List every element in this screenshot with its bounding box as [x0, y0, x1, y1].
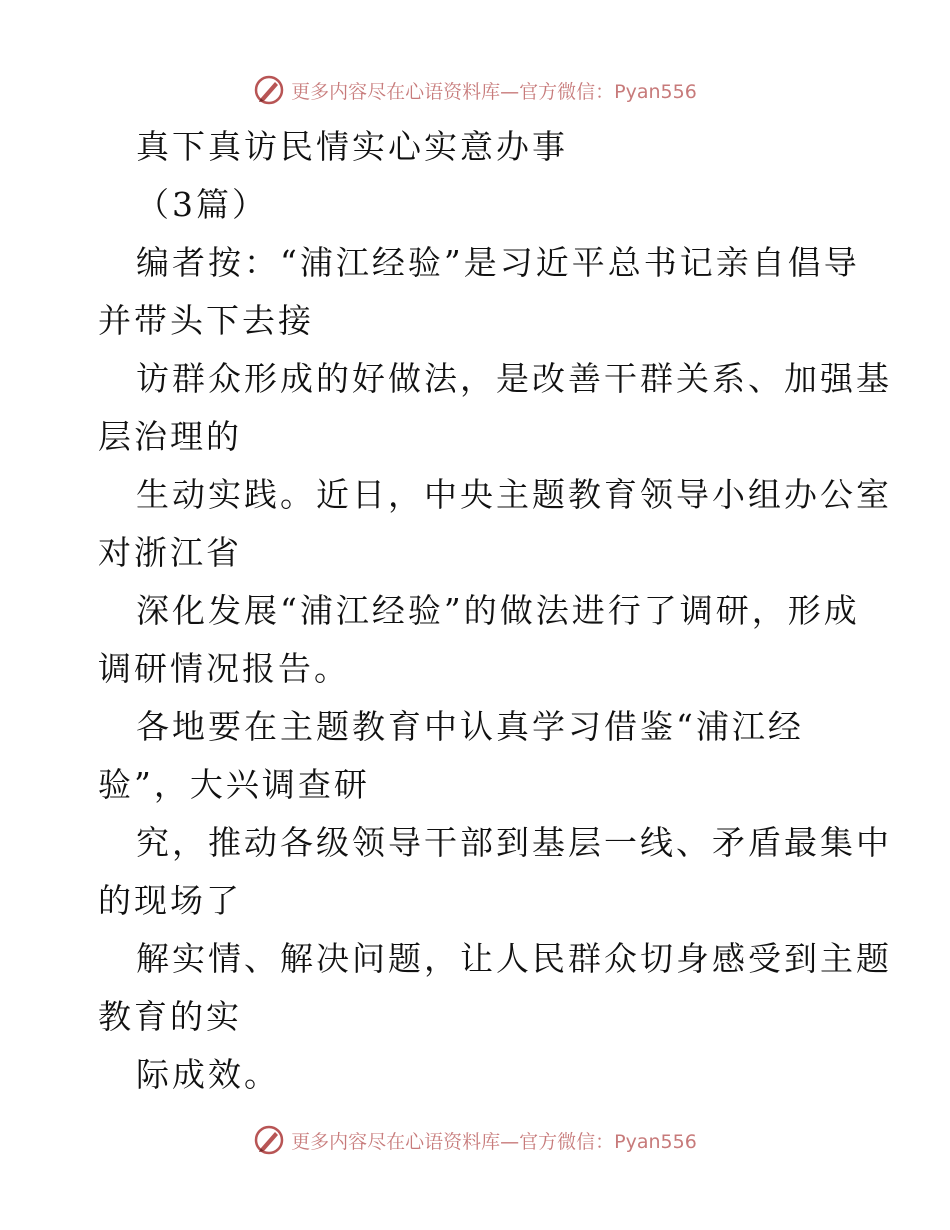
document-subtitle: （3篇）	[136, 185, 268, 224]
pen-logo-icon	[253, 74, 285, 106]
text-line: 验”，大兴调查研	[98, 765, 370, 804]
text-line: 对浙江省	[98, 533, 242, 572]
document-title: 真下真访民情实心实意办事	[136, 127, 568, 166]
text-line: 层治理的	[98, 417, 242, 456]
text-line: 访群众形成的好做法，是改善干群关系、加强基	[136, 359, 892, 398]
text-line: 深化发展“浦江经验”的做法进行了调研，形成	[136, 591, 860, 630]
document-body	[98, 118, 892, 1104]
text-line: 生动实践。近日，中央主题教育领导小组办公室	[136, 475, 892, 514]
banner-text: 更多内容尽在心语资料库—官方微信：Pyan556	[291, 1130, 697, 1153]
text-line: 调研情况报告。	[98, 649, 350, 688]
text-line: 各地要在主题教育中认真学习借鉴“浦江经	[136, 707, 804, 746]
text-line: 的现场了	[98, 881, 242, 920]
text-line: 教育的实	[98, 997, 242, 1036]
banner-text: 更多内容尽在心语资料库—官方微信：Pyan556	[291, 80, 697, 103]
footer-banner	[0, 1120, 950, 1160]
text-line: 编者按：“浦江经验”是习近平总书记亲自倡导	[136, 243, 860, 282]
header-banner	[0, 70, 950, 110]
text-line: 并带头下去接	[98, 301, 314, 340]
text-line: 解实情、解决问题，让人民群众切身感受到主题	[136, 939, 892, 978]
text-line: 究，推动各级领导干部到基层一线、矛盾最集中	[136, 823, 892, 862]
text-line: 际成效。	[136, 1055, 280, 1094]
pen-logo-icon	[253, 1124, 285, 1156]
